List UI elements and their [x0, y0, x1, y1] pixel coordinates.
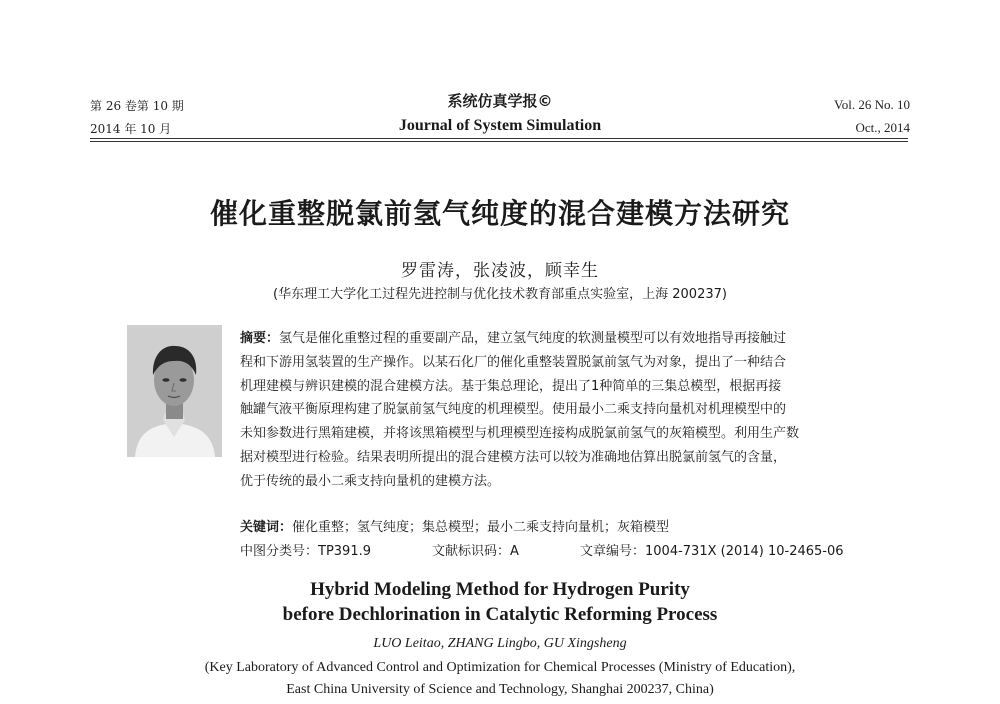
abstract-line: 触罐气液平衡原理构建了脱氯前氢气纯度的机理模型。使用最小二乘支持向量机对机理模型中的: [240, 402, 787, 418]
abstract-text: 氢气是催化重整过程的重要副产品，建立氢气纯度的软测量模型可以有效地指导再接触过: [279, 331, 787, 346]
classification-row: [240, 540, 844, 559]
affiliation-en-line2: East China University of Science and Technology, Shanghai 200237, China): [286, 682, 714, 697]
abstract-line: 据对模型进行检验。结果表明所提出的混合建模方法可以较为准确地估算出脱氯前氢气的含量，: [240, 449, 787, 465]
volume-issue-en: Vol. 26 No. 10: [834, 97, 910, 112]
author-photo: [127, 325, 222, 457]
authors-en: LUO Leitao, ZHANG Lingbo, GU Xingsheng: [373, 636, 627, 651]
abstract-line: 未知参数进行黑箱建模，并将该黑箱模型与机理模型连接构成脱氯前氢气的灰箱模型。利用生产数: [240, 426, 800, 442]
abstract-line: 机理建模与辨识建模的混合建模方法。基于集总理论，提出了1种简单的三集总模型，根据再接: [240, 378, 782, 394]
article-title-cn: 催化重整脱氯前氢气纯度的混合建模方法研究: [209, 197, 790, 230]
header-rule-top: [90, 138, 908, 139]
volume-issue-cn: 第 26 卷第 10 期: [90, 99, 184, 113]
article-title-en-line1: Hybrid Modeling Method for Hydrogen Purity: [310, 579, 690, 600]
article-number: 文章编号：1004-731X (2014) 10-2465-06: [580, 544, 844, 559]
keywords-label: 关键词：: [240, 520, 293, 535]
abstract-label: 摘要：: [240, 331, 280, 346]
date-cn: 2014 年 10 月: [90, 122, 172, 136]
author-photo-image: [127, 325, 222, 457]
document-code: 文献标识码：A: [432, 544, 519, 559]
keywords-text: 催化重整；氢气纯度；集总模型；最小二乘支持向量机；灰箱模型: [292, 520, 670, 535]
abstract-line: 程和下游用氢装置的生产操作。以某石化厂的催化重整装置脱氯前氢气为对象，提出了一种结合: [240, 354, 787, 370]
affiliation-cn: (华东理工大学化工过程先进控制与优化技术教育部重点实验室，上海 200237): [273, 287, 727, 302]
clc-number: 中图分类号：TP391.9: [240, 544, 371, 559]
article-title-en-line2: before Dechlorination in Catalytic Reforming Process: [282, 604, 718, 625]
date-en: Oct., 2014: [855, 120, 910, 135]
abstract-line: 优于传统的最小二乘支持向量机的建模方法。: [240, 473, 501, 489]
abstract-line: [240, 327, 910, 351]
journal-name-en: Journal of System Simulation: [398, 117, 602, 134]
keywords-cn: [240, 516, 669, 535]
header-rule-bottom: [90, 141, 908, 142]
journal-name-cn: 系统仿真学报©: [447, 92, 553, 110]
abstract-cn: [240, 327, 910, 494]
affiliation-en-line1: (Key Laboratory of Advanced Control and Optimization for Chemical Processes (Ministry of Education),: [204, 660, 796, 675]
authors-cn: 罗雷涛，张凌波，顾幸生: [401, 261, 599, 281]
